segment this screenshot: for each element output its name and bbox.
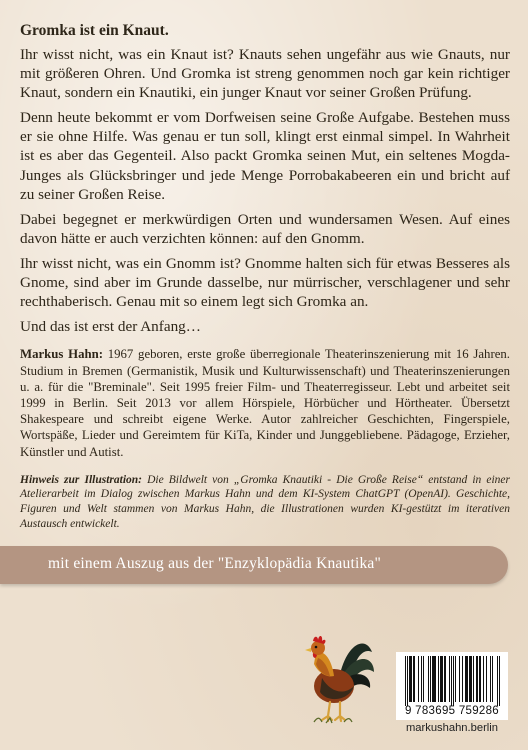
- barcode-bar: [466, 656, 467, 702]
- barcode-bar: [423, 656, 424, 702]
- barcode-bar: [477, 656, 478, 702]
- barcode-bar: [480, 656, 481, 702]
- barcode-bar: [483, 656, 484, 702]
- rooster-illustration: [300, 622, 376, 724]
- barcode-bar: [499, 656, 500, 706]
- barcode-bar: [471, 656, 472, 702]
- barcode-bar: [490, 656, 491, 702]
- barcode-bar: [432, 656, 433, 702]
- blurb-paragraph-3: Dabei begegnet er merkwürdigen Orten und wundersamen Wesen. Auf eines davon hätte er auch verzichten können: auf den Gnomm.: [20, 210, 510, 247]
- excerpt-banner-text: mit einem Auszug aus der "Enzyklopädia Knautika": [48, 555, 382, 572]
- isbn-barcode: [396, 652, 508, 720]
- excerpt-banner: [0, 546, 508, 584]
- barcode-bar: [405, 656, 406, 706]
- barcode-bar: [476, 656, 477, 702]
- back-cover-text: [20, 22, 510, 531]
- barcode-bar: [414, 656, 415, 702]
- barcode-bar: [453, 656, 454, 706]
- illustration-note-text: Die Bildwelt von „Gromka Knautiki - Die Große Reise“ entstand in einer Atelierarbeit im Dialog zwischen Markus Hahn und dem KI-System ChatGPT (OpenAI). Geschichte, Figuren und Welt stammen von Markus Hahn, die Illustrationen wurden KI-gestützt im iterativen Austausch entwickelt.: [20, 473, 510, 530]
- blurb-paragraph-1: Ihr wisst nicht, was ein Knaut ist? Knauts sehen ungefähr aus wie Gnauts, nur mit größeren Ohren. Und Gromka ist streng genommen noch gar kein richtiger Knaut, sondern ein Knautiki, ein junger Knaut vor seiner Großen Prüfung.: [20, 46, 510, 102]
- barcode-bar: [455, 656, 456, 702]
- barcode-bar: [469, 656, 470, 702]
- barcode-bar: [438, 656, 439, 702]
- barcode-bar: [409, 656, 410, 702]
- barcode-bar: [479, 656, 480, 702]
- barcode-bar: [413, 656, 414, 702]
- barcode-bar: [435, 656, 436, 702]
- barcode-bars: [396, 652, 508, 706]
- barcode-bar: [421, 656, 422, 702]
- isbn-number: 9 783695 759286: [404, 705, 500, 717]
- author-bio: [20, 346, 510, 459]
- barcode-bar: [451, 656, 452, 706]
- barcode-bar: [440, 656, 441, 702]
- barcode-bar: [407, 656, 408, 706]
- author-bio-text: 1967 geboren, erste große überregionale Theaterinszenierung mit 16 Jahren. Studium in Bremen (Germanistik, Musik und Kulturwissenschaft) und Theaterinszenierungen u. a. für die "Breminale". Seit 1995 freier Film- und Theaterregisseur. Lebt und arbeitet seit 1999 in Berlin. Seit 2013 vor allem Hörspiele, Hörbücher und Hörtheater. Übersetzt Shakespeare und schreibt eigene Werke. Autor zahlreicher Geschichten, Fingerspiele, Wortspäße, Lieder und Gereimtem für KiTa, Kinder und Junggebliebene. Pädagoge, Erzieher, Künstler und Autist.: [20, 347, 510, 459]
- barcode-bar: [465, 656, 466, 702]
- blurb-paragraph-4: Ihr wisst nicht, was ein Gnomm ist? Gnomme halten sich für etwas Besseres als Gnome, sind aber im Grunde dasselbe, nur mürrischer, verschlagener und sehr rechthaberisch. Genau mit so einem legt sich Gromka an.: [20, 254, 510, 311]
- barcode-bar: [433, 656, 434, 702]
- barcode-bar: [434, 656, 435, 702]
- website-url: markushahn.berlin: [405, 722, 499, 734]
- blurb-title: Gromka ist ein Knaut.: [20, 22, 169, 39]
- barcode-bar: [430, 656, 431, 702]
- barcode-bar: [459, 656, 460, 702]
- barcode-bar: [462, 656, 463, 702]
- barcode-bar: [411, 656, 412, 702]
- barcode-bar: [444, 656, 445, 702]
- barcode-bar: [486, 656, 487, 702]
- barcode-bar: [492, 656, 493, 702]
- blurb-paragraph-5: Und das ist erst der Anfang…: [20, 318, 201, 336]
- barcode-bar: [470, 656, 471, 702]
- barcode-bar: [428, 656, 429, 702]
- barcode-bar: [497, 656, 498, 706]
- barcode-bar: [410, 656, 411, 702]
- author-name: Markus Hahn:: [20, 347, 103, 362]
- barcode-bar: [441, 656, 442, 702]
- barcode-bar: [449, 656, 450, 702]
- barcode-bar: [418, 656, 419, 702]
- blurb-paragraph-2: Denn heute bekommt er vom Dorfweisen seine Große Aufgabe. Bestehen muss er sie ohne Hilfe. Was genau er tun soll, klingt erst einmal simpel. In Wahrheit ist es aber das Gegenteil. Also packt Gromka seinen Mut, ein seltenes Mogda-Junges als Glücksbringer und jede Menge Porrobakabeeren ein und bricht auf zu seiner Großen Reise.: [20, 109, 510, 203]
- illustration-note-label: Hinweis zur Illustration:: [20, 473, 143, 486]
- illustration-note: [20, 473, 510, 531]
- barcode-bar: [442, 656, 443, 702]
- barcode-bar: [445, 656, 446, 702]
- barcode-bar: [473, 656, 474, 702]
- barcode-bar: [467, 656, 468, 702]
